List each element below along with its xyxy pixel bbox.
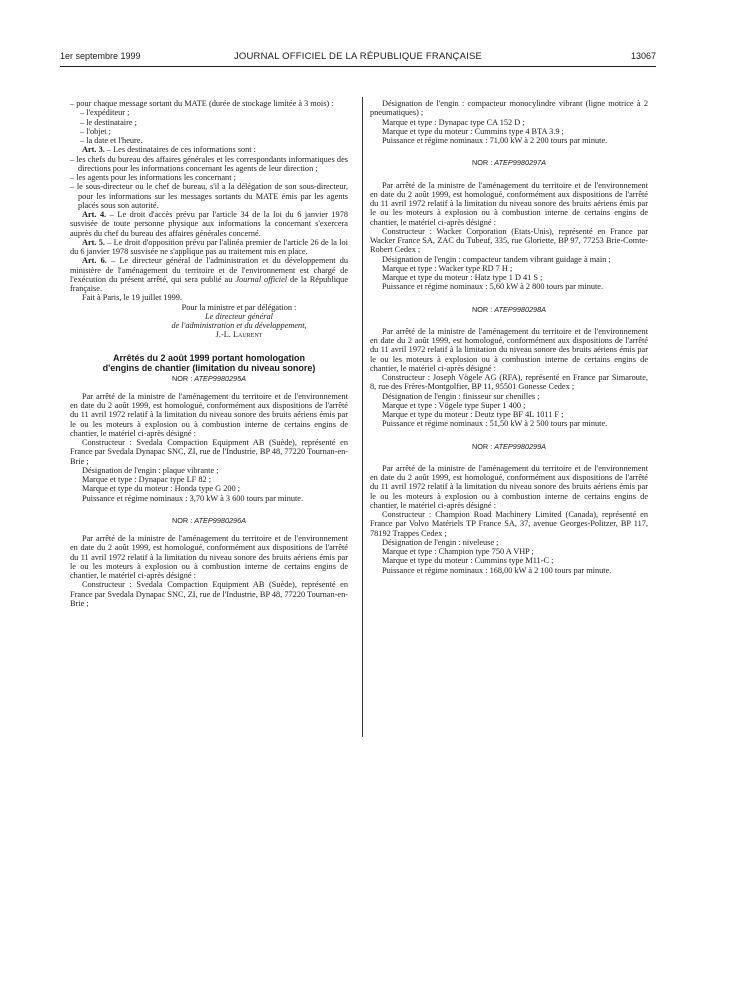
article-3-item: – les chefs du bureau des affaires générales et les correspondants informatiques des directions pour les informations concernant les agents de leur direction ; [70,154,348,173]
decree-line: Puissance et régime nominaux : 3,70 kW à 3 600 tours par minute. [82,493,304,503]
decree-line: Constructeur : Svedala Compaction Equipment AB (Suède), représenté en France par Svedala Dynapac SNC, ZI, rue de l'Industrie, BP 48, 77220 Tournan-en-Brie ; [70,438,348,466]
signature-title: Le directeur général [205,311,273,321]
intro-line: – l'objet ; [80,126,111,136]
decree-line: Puissance et régime nominaux : 71,00 kW à 2 200 tours par minute. [382,136,608,145]
nor-reference: NOR : ATEP9980295A [171,373,247,383]
right-column [370,99,648,575]
decree-intro: Par arrêté de la ministre de l'aménagement du territoire et de l'environnement en date du 2 août 1999, est homologué, conformément aux dispositions de l'arrêté du 11 avril 1972 relatif à la limitation du niveau sonore des bruits aériens émis par le ou les moteurs à explosion ou à combustion interne de certains engins de chantier, le matériel ci-après désigné : [370,326,648,373]
article-6: Art. 6. – Le directeur général de l'administration et du développement du ministère de l'aménagement du territoire et de l'environnement est chargé de l'exécution du présent arrêté, qui sera publié au Journal officiel de la République française. [70,256,348,293]
nor-reference: NOR : ATEP9980298A [471,304,547,314]
header-date: 1er septembre 1999 [60,51,141,61]
left-column [70,99,348,608]
decree-line: Désignation de l'engin : plaque vibrante ; [82,465,219,475]
nor-reference: NOR : ATEP9980296A [171,515,247,525]
decree-line: Marque et type : Champion type 750 A VHP ; [382,547,534,556]
decree-intro: Par arrêté de la ministre de l'aménagement du territoire et de l'environnement en date du 2 août 1999, est homologué, conformément aux dispositions de l'arrêté du 11 avril 1972 relatif à la limitation du niveau sonore des bruits aériens émis par le ou les moteurs à explosion ou à combustion interne de certains engins de chantier, le matériel ci-après désigné : [370,180,648,227]
intro-line: – l'expéditeur ; [80,108,130,118]
intro-line: – le destinataire ; [80,117,137,127]
nor-reference: NOR : ATEP9980297A [471,158,547,168]
decree-line: Désignation de l'engin : compacteur monocylindre vibrant (ligne motrice à 2 pneumatiques) ; [370,99,648,118]
header-rule [60,66,656,67]
decree-line: Marque et type : Dynapac type CA 152 D ; [382,117,525,127]
decree-line: Marque et type du moteur : Deutz type BF 4L 1011 F ; [382,410,564,419]
decree-line: Puissance et régime nominaux : 168,00 kW à 2 100 tours par minute. [382,565,612,575]
decree-line: Désignation de l'engin : compacteur tandem vibrant guidage à main ; [382,254,611,264]
article-3-item: – les agents pour les informations les concernant ; [70,173,236,182]
decree-line: Marque et type : Wacker type RD 7 H ; [382,263,513,273]
decree-line: Désignation de l'engin : niveleuse ; [382,537,499,547]
decree-line: Marque et type du moteur : Cummins type 4 BTA 3.9 ; [382,126,564,136]
decree-line: Puissance et régime nominaux : 5,60 kW à 2 800 tours par minute. [382,282,604,292]
page-number: 13067 [630,51,656,61]
decree-line: Puissance et régime nominaux : 51,50 kW à 2 500 tours par minute. [382,419,608,429]
decree-line: Désignation de l'engin : finisseur sur chenilles ; [382,391,540,401]
article-label: Art. 4. [82,210,107,219]
decree-line: Marque et type du moteur : Honda type G 200 ; [82,484,241,494]
nor-reference: NOR : ATEP9980299A [471,441,547,451]
page-header [60,51,656,65]
article-3: Art. 3. – Les destinataires de ces informations sont : [82,145,256,155]
decree-line: Constructeur : Joseph Vögele AG (RFA), représenté en France par Simaroute, 8, rue des Frères-Montgolfier, BP 11, 95501 Gonesse Cedex ; [370,373,648,392]
decree-line: Marque et type : Dynapac type LF 82 ; [82,475,212,484]
signature-name: J.-L. Laurent [215,330,263,340]
article-5: Art. 5. – Le droit d'opposition prévu par l'alinéa premier de l'article 26 de la loi du 6 janvier 1978 susvisée ne s'applique pas au traitement mis en place. [70,237,348,256]
signed-place-date: Fait à Paris, le 19 juillet 1999. [82,293,183,303]
column-divider [362,97,363,737]
decree-line: Constructeur : Wacker Corporation (Etats-Unis), représenté en France par Wacker France SA, ZAC du Tubeuf, 335, rue Gloriette, BP 97, 77253 Brie-Comte-Robert Cedex ; [370,226,648,255]
signature-block [70,303,348,340]
decree-line: Marque et type du moteur : Hatz type 1 D 41 S ; [382,273,543,282]
article-3-item: – le sous-directeur ou le chef de bureau, s'il a la délégation de son sous-directeur, pour les informations sur les messages sortants du MATE émis par les agents placés sous son autorité. [70,182,348,210]
article-label: Art. 5. [82,237,105,247]
intro-line: – la date et l'heure. [80,136,143,145]
journal-title: JOURNAL OFFICIEL DE LA RÉPUBLIQUE FRANÇAISE [233,51,483,62]
decree-intro: Par arrêté de la ministre de l'aménagement du territoire et de l'environnement en date du 2 août 1999, est homologué, conformément aux dispositions de l'arrêté du 11 avril 1972 relatif à la limitation du niveau sonore des bruits aériens émis par le ou les moteurs à explosion ou à combustion interne de certains engins de chantier, le matériel ci-après désigné : [70,534,348,580]
article-4: Art. 4. – Le droit d'accès prévu par l'article 34 de la loi du 6 janvier 1978 susvisée de toute personne physique aux informations la concernant s'exercera auprès du chef du bureau des affaires générales concerné. [70,210,348,238]
article-label: Art. 3. [82,145,105,155]
decree-line: Constructeur : Svedala Compaction Equipment AB (Suède), représenté en France par Svedala Dynapac SNC, ZI, rue de l'Industrie, BP 48, 77220 Tournan-en-Brie ; [70,580,348,608]
decree-line: Constructeur : Champion Road Machinery Limited (Canada), représenté en France par Volvo Matériels TP France SA, 37, avenue Georges-Politzer, BP 117, 78192 Trappes Cedex ; [370,510,648,538]
intro-line: – pour chaque message sortant du MATE (durée de stockage limitée à 3 mois) : [70,99,334,108]
signature-title: de l'administration et du développement, [171,321,307,330]
decree-intro: Par arrêté de la ministre de l'aménagement du territoire et de l'environnement en date du 2 août 1999, est homologué, conformément aux dispositions de l'arrêté du 11 avril 1972 relatif à la limitation du niveau sonore des bruits aériens émis par le ou les moteurs à explosion ou à combustion interne de certains engins de chantier, le matériel ci-après désigné : [70,391,348,438]
decree-line: Marque et type du moteur : Cummins type M11-C ; [382,556,554,566]
article-label: Art. 6. [82,256,107,266]
signature-for: Pour la ministre et par délégation : [181,302,297,312]
section-heading: Arrêtés du 2 août 1999 portant homologation d'engins de chantier (limitation du niveau sonore) [102,352,316,373]
decree-intro: Par arrêté de la ministre de l'aménagement du territoire et de l'environnement en date du 2 août 1999, est homologué, conformément aux dispositions de l'arrêté du 11 avril 1972 relatif à la limitation du niveau sonore des bruits aériens émis par le ou les moteurs à explosion ou à combustion interne de certains engins de chantier, le matériel ci-après désigné : [370,463,648,510]
journal-reference: Journal officiel [235,274,288,284]
decree-line: Marque et type : Vögele type Super 1 400 ; [382,400,526,410]
